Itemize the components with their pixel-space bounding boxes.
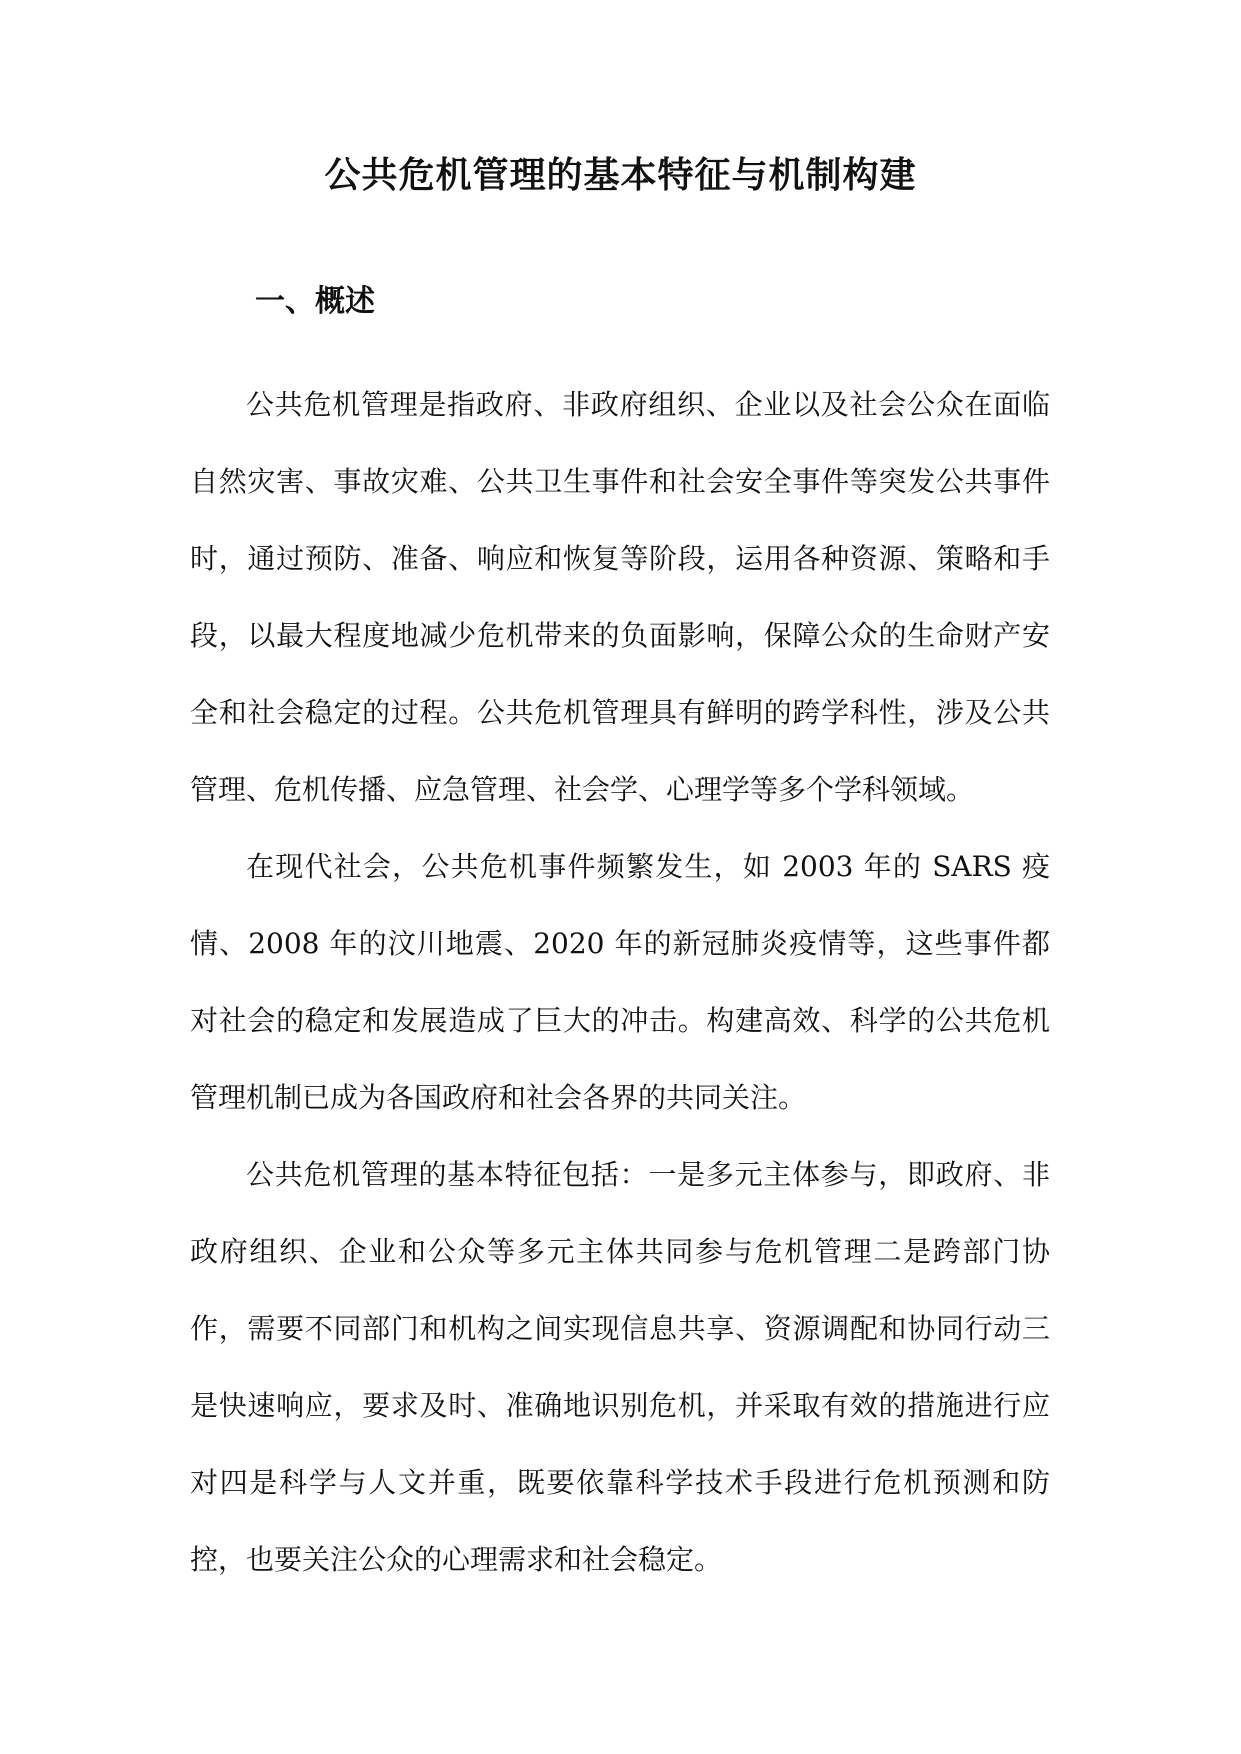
document-title: 公共危机管理的基本特征与机制构建 bbox=[324, 155, 917, 196]
paragraph-2: 在现代社会，公共危机事件频繁发生，如 2003 年的 SARS 疫情、2008 年的汶川地震、2020 年的新冠肺炎疫情等，这些事件都对社会的稳定和发展造成了巨大的冲击。构建高效、科学的公共危机管理机制已成为各国政府和社会各界的共同关注。 bbox=[190, 850, 1050, 1114]
section-heading: 一、概述 bbox=[255, 284, 375, 319]
paragraph-3: 公共危机管理的基本特征包括：一是多元主体参与，即政府、非政府组织、企业和公众等多元主体共同参与危机管理二是跨部门协作，需要不同部门和机构之间实现信息共享、资源调配和协同行动三是快速响应，要求及时、准确地识别危机，并采取有效的措施进行应对四是科学与人文并重，既要依靠科学技术手段进行危机预测和防控，也要关注公众的心理需求和社会稳定。 bbox=[190, 1158, 1050, 1576]
document-body bbox=[190, 366, 1050, 1598]
paragraph-1: 公共危机管理是指政府、非政府组织、企业以及社会公众在面临自然灾害、事故灾难、公共卫生事件和社会安全事件等突发公共事件时，通过预防、准备、响应和恢复等阶段，运用各种资源、策略和手段，以最大程度地减少危机带来的负面影响，保障公众的生命财产安全和社会稳定的过程。公共危机管理具有鲜明的跨学科性，涉及公共管理、危机传播、应急管理、社会学、心理学等多个学科领域。 bbox=[190, 388, 1050, 806]
